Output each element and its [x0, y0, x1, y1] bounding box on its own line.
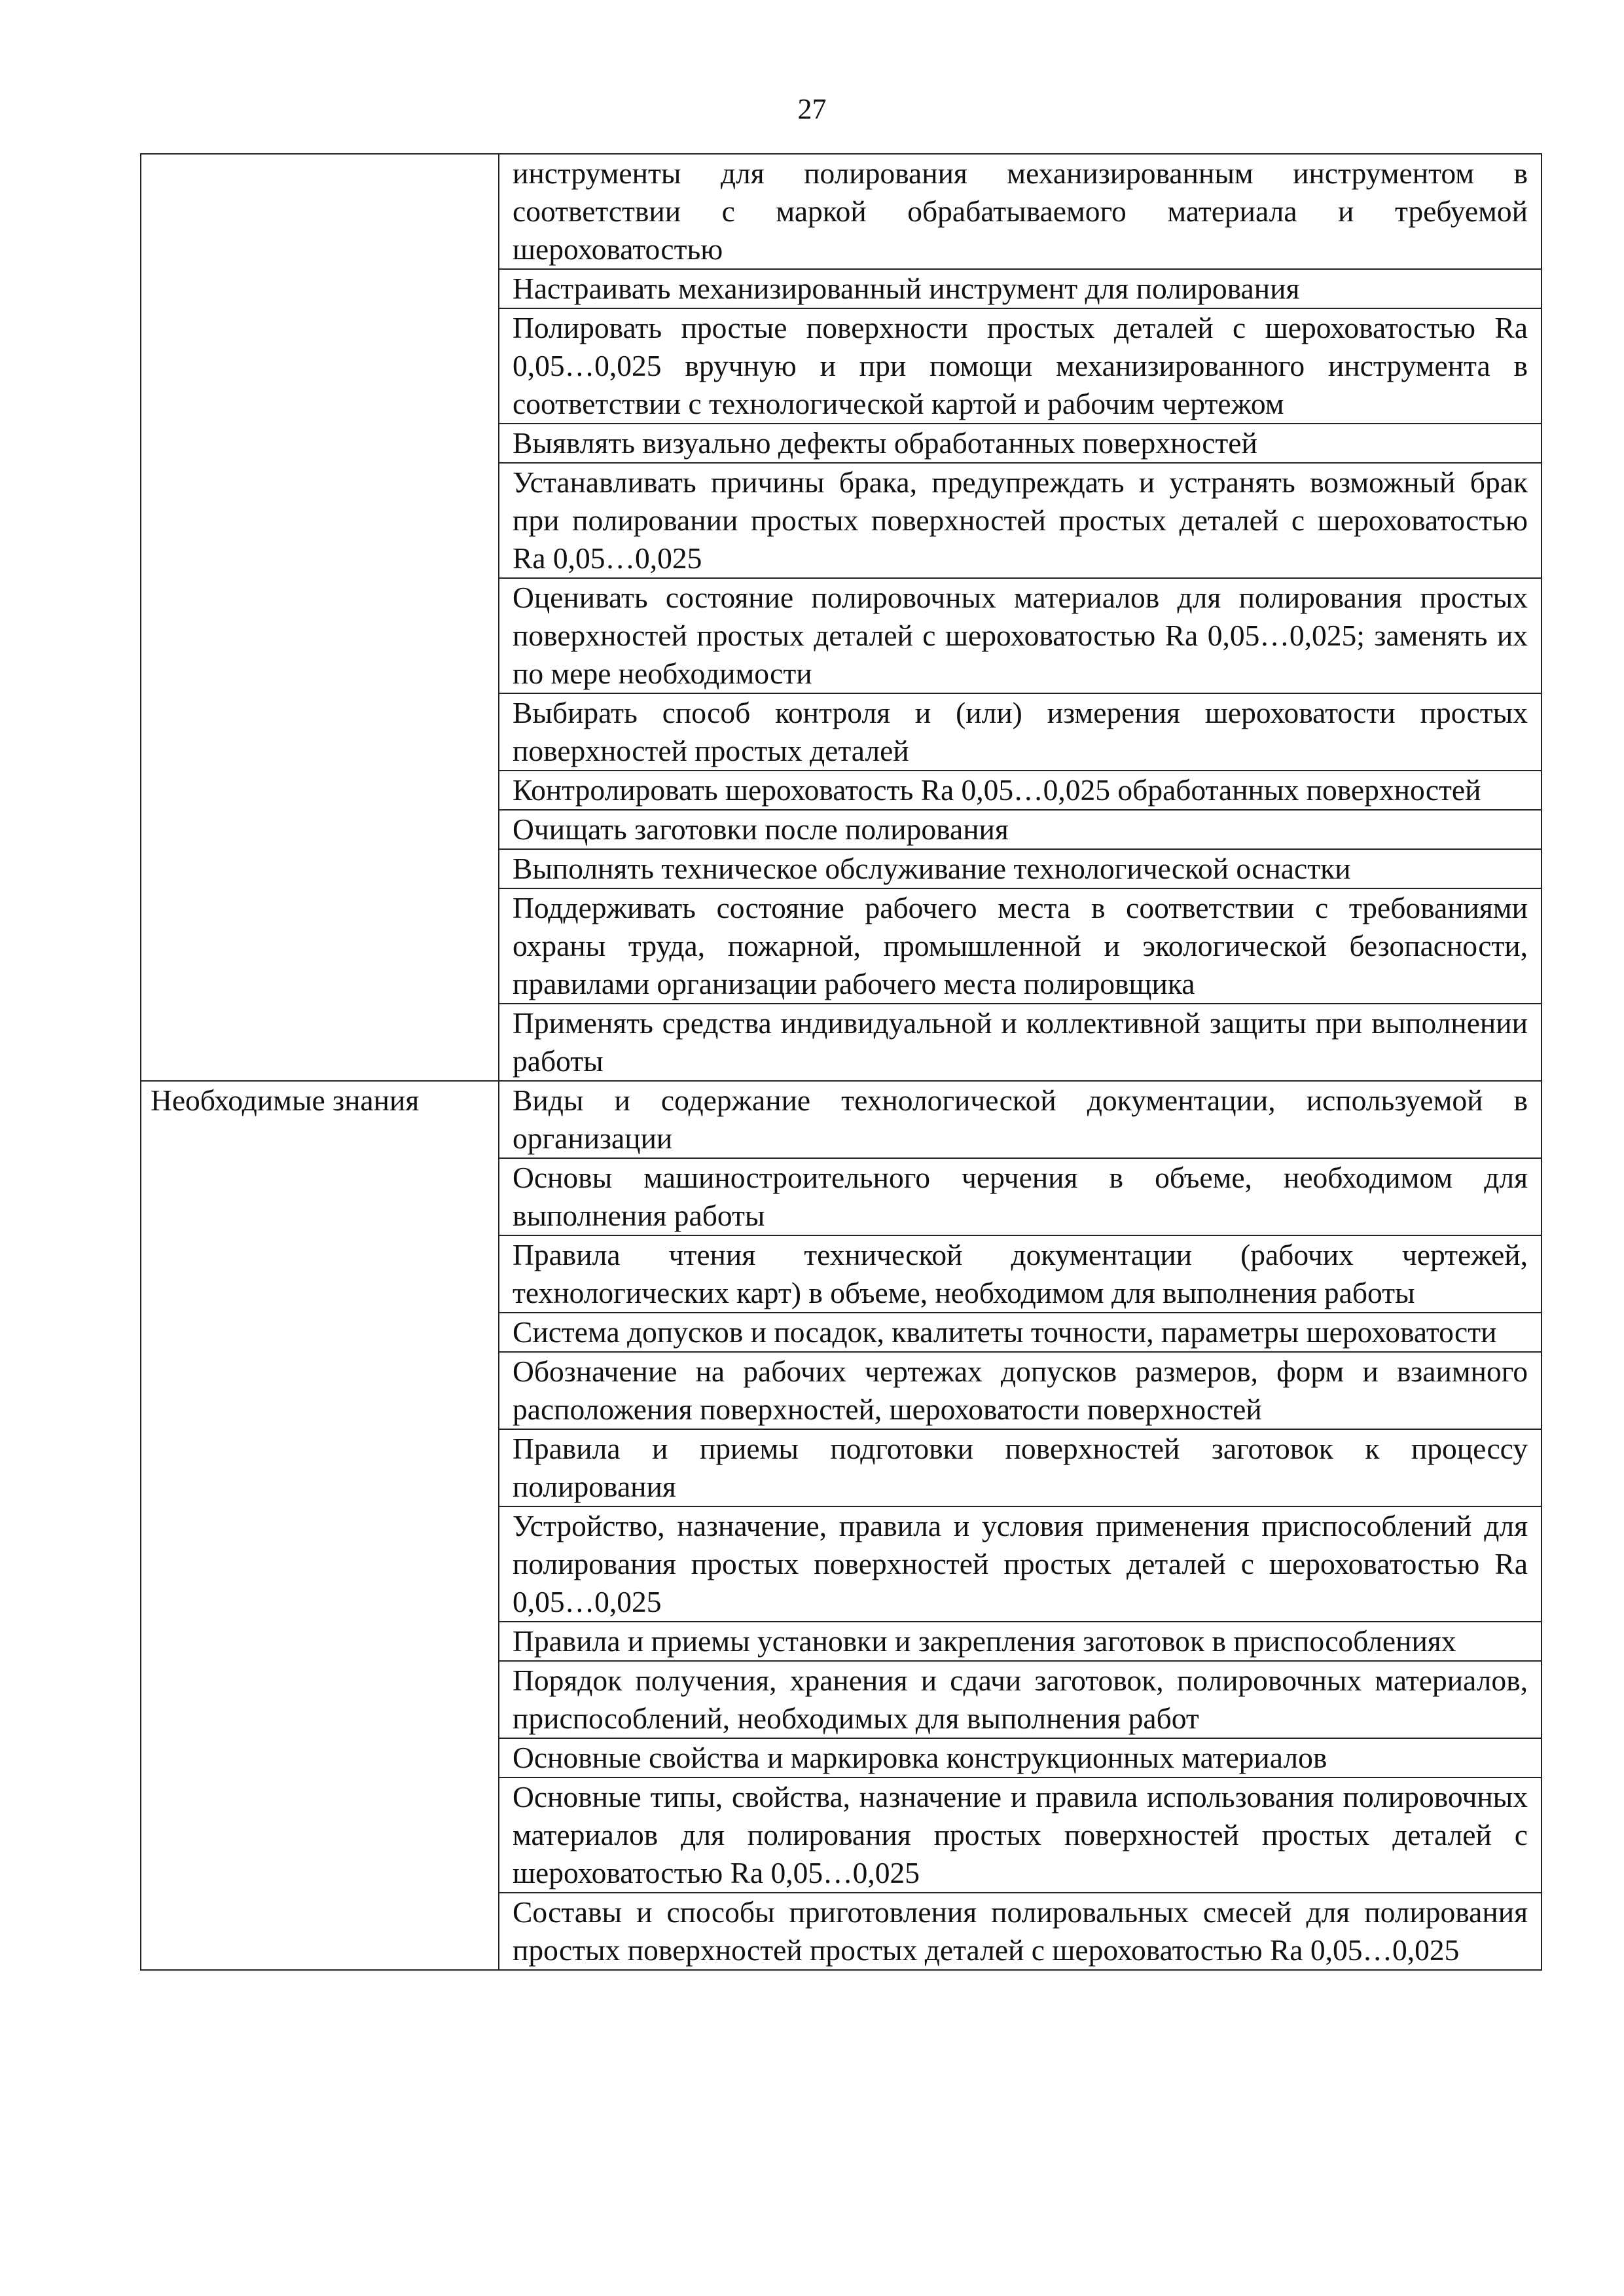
requirement-item: Обозначение на рабочих чертежах допусков размеров, форм и взаимного расположения поверхностей, шероховатости поверхностей [499, 1352, 1542, 1429]
requirement-item: Правила и приемы установки и закрепления заготовок в приспособлениях [499, 1622, 1542, 1661]
requirement-item: Очищать заготовки после полирования [499, 810, 1542, 849]
section-label-cell [141, 154, 499, 1081]
table-row [141, 154, 1542, 269]
requirement-item: Выявлять визуально дефекты обработанных поверхностей [499, 424, 1542, 463]
requirement-item: Основные свойства и маркировка конструкционных материалов [499, 1738, 1542, 1777]
requirement-item: Устанавливать причины брака, предупреждать и устранять возможный брак при полировании простых поверхностей простых деталей с шероховатостью Ra 0,05…0,025 [499, 463, 1542, 578]
requirement-item: Составы и способы приготовления полировальных смесей для полирования простых поверхностей простых деталей с шероховатостью Ra 0,05…0,025 [499, 1893, 1542, 1970]
requirement-item: Оценивать состояние полировочных материалов для полирования простых поверхностей простых деталей с шероховатостью Ra 0,05…0,025; заменять их по мере необходимости [499, 578, 1542, 693]
requirement-item: Виды и содержание технологической документации, используемой в организации [499, 1081, 1542, 1158]
requirement-item: Порядок получения, хранения и сдачи заготовок, полировочных материалов, приспособлений, необходимых для выполнения работ [499, 1661, 1542, 1738]
table-body [141, 154, 1542, 1970]
requirement-item: Основы машиностроительного черчения в объеме, необходимом для выполнения работы [499, 1158, 1542, 1235]
table-row [141, 1081, 1542, 1158]
section-label-cell [141, 1081, 499, 1970]
section-label: Необходимые знания [151, 1084, 420, 1117]
requirement-item: Основные типы, свойства, назначение и правила использования полировочных материалов для полирования простых поверхностей простых деталей с шероховатостью Ra 0,05…0,025 [499, 1777, 1542, 1893]
requirement-item: Система допусков и посадок, квалитеты точности, параметры шероховатости [499, 1313, 1542, 1352]
requirement-item: Устройство, назначение, правила и условия применения приспособлений для полирования простых поверхностей простых деталей с шероховатостью Ra 0,05…0,025 [499, 1506, 1542, 1622]
requirement-item: Настраивать механизированный инструмент для полирования [499, 269, 1542, 308]
requirement-item: Полировать простые поверхности простых деталей с шероховатостью Ra 0,05…0,025 вручную и при помощи механизированного инструмента в соответствии с технологической картой и рабочим чертежом [499, 308, 1542, 424]
requirements-table [140, 153, 1542, 1971]
requirement-item: инструменты для полирования механизированным инструментом в соответствии с маркой обрабатываемого материала и требуемой шероховатостью [499, 154, 1542, 269]
requirement-item: Правила и приемы подготовки поверхностей заготовок к процессу полирования [499, 1429, 1542, 1506]
requirement-item: Контролировать шероховатость Ra 0,05…0,025 обработанных поверхностей [499, 771, 1542, 810]
requirement-item: Выбирать способ контроля и (или) измерения шероховатости простых поверхностей простых деталей [499, 693, 1542, 771]
page-number: 27 [797, 93, 827, 125]
requirement-item: Применять средства индивидуальной и коллективной защиты при выполнении работы [499, 1004, 1542, 1081]
requirement-item: Выполнять техническое обслуживание технологической оснастки [499, 849, 1542, 888]
requirement-item: Правила чтения технической документации (рабочих чертежей, технологических карт) в объеме, необходимом для выполнения работы [499, 1235, 1542, 1313]
requirement-item: Поддерживать состояние рабочего места в соответствии с требованиями охраны труда, пожарной, промышленной и экологической безопасности, правилами организации рабочего места полировщика [499, 888, 1542, 1004]
